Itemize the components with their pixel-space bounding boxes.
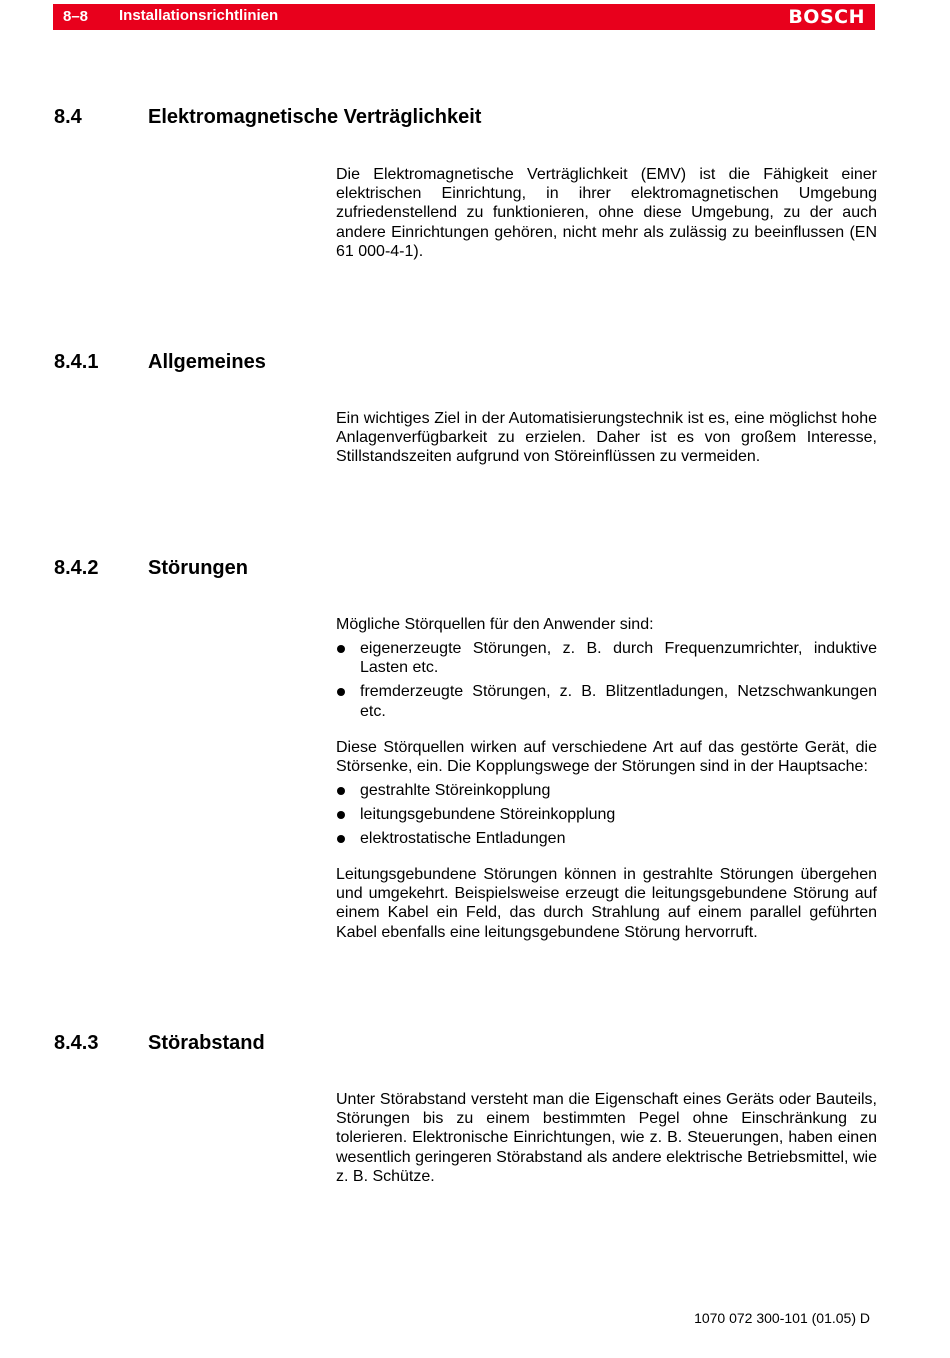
list-item-text: elektrostatische Entladungen	[360, 830, 566, 848]
stoerquellen-list	[336, 639, 877, 721]
emv-paragraph: Die Elektromagnetische Verträglichkeit (EMV) ist die Fähigkeit einer elektrischen Einrichtung, in ihrer elektromagnetischen Umgebung zufriedenstellend zu funktionieren, ohne diese Umgebung, zu der auch andere Einrichtungen gehören, nicht mehr als zulässig zu beeinflussen (EN 61 000-4-1).	[336, 166, 877, 260]
section-title: Allgemeines	[148, 351, 266, 373]
bosch-logo: BOSCH	[788, 6, 865, 28]
bullet-icon	[337, 811, 345, 819]
section-number: 8.4.3	[54, 1032, 99, 1054]
bullet-icon	[337, 645, 345, 653]
list-item-text: eigenerzeugte Störungen, z. B. durch Frequenzumrichter, induktive Lasten etc.	[360, 640, 877, 677]
section-number: 8.4.1	[54, 351, 99, 373]
leitungsgebunden-paragraph: Leitungsgebundene Störungen können in gestrahlte Störungen übergehen und umgekehrt. Beispielsweise erzeugt die leitungsgebundene Störung auf einem Kabel ein Feld, das durch Strahlung auf einem parallel geführten Kabel ebenfalls eine leitungsgebundene Störung hervorruft.	[336, 866, 877, 941]
section-number: 8.4.2	[54, 557, 99, 579]
list-item-text: fremderzeugte Störungen, z. B. Blitzentladungen, Netzschwankungen etc.	[360, 683, 877, 720]
list-item	[336, 829, 877, 848]
stoerabstand-paragraph: Unter Störabstand versteht man die Eigenschaft eines Geräts oder Bauteils, Störungen bis zu einem bestimmten Pegel ohne Einschränkung zu tolerieren. Elektronische Einrichtungen, wie z. B. Steuerungen, haben einen wesentlich geringeren Störabstand als andere elektrische Betriebsmittel, wie z. B. Schütze.	[336, 1091, 877, 1185]
bullet-icon	[337, 787, 345, 795]
section-title: Elektromagnetische Verträglichkeit	[148, 106, 482, 128]
list-item-text: gestrahlte Störeinkopplung	[360, 782, 551, 799]
bullet-icon	[337, 688, 345, 696]
header-bar	[53, 4, 875, 30]
bullet-icon	[337, 835, 345, 843]
document-id: 1070 072 300-101 (01.05) D	[694, 1310, 870, 1326]
list-item	[336, 682, 877, 720]
list-item	[336, 639, 877, 677]
list-item-text: leitungsgebundene Störeinkopplung	[360, 806, 616, 824]
list-item	[336, 805, 877, 824]
list-item	[336, 781, 877, 800]
section-title: Störungen	[148, 557, 248, 579]
stoerungen-intro: Mögliche Störquellen für den Anwender sind:	[336, 616, 654, 633]
section-title: Störabstand	[148, 1032, 265, 1054]
page-number: 8–8	[63, 8, 89, 25]
chapter-title: Installationsrichtlinien	[119, 7, 279, 24]
allgemeines-paragraph: Ein wichtiges Ziel in der Automatisierungstechnik ist es, eine möglichst hohe Anlagenverfügbarkeit zu erzielen. Daher ist es von großem Interesse, Stillstandszeiten aufgrund von Störeinflüssen zu vermeiden.	[336, 410, 877, 466]
section-number: 8.4	[54, 106, 82, 128]
kopplungswege-list	[336, 781, 877, 849]
kopplungswege-paragraph: Diese Störquellen wirken auf verschiedene Art auf das gestörte Gerät, die Störsenke, ein. Die Kopplungswege der Störungen sind in der Hauptsache:	[336, 739, 877, 776]
